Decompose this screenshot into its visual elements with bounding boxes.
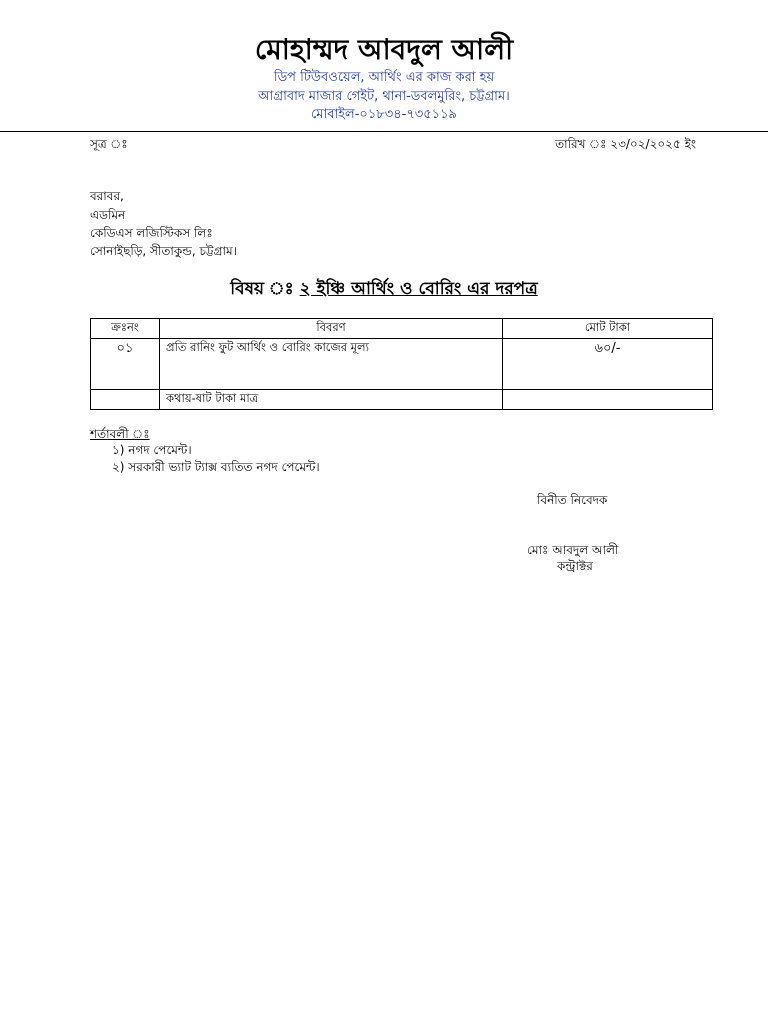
signature-closing: বিনীত নিবেদক: [537, 493, 608, 507]
letter-date: তারিখ ঃ ২৩/০২/২০২৫ ইং: [555, 137, 696, 151]
reference-label: সূত্র ঃ: [90, 137, 128, 151]
header-total-amount: মোট টাকা: [503, 319, 713, 339]
signature-title: কন্ট্রাক্টর: [557, 559, 593, 573]
letterhead-name: মোহাম্মদ আবদুল আলী: [254, 33, 514, 66]
letterhead-services: ডিপ টিউবওয়েল, আর্থিং এর কাজ করা হয়: [273, 70, 495, 85]
quotation-table: [90, 318, 713, 410]
row-amount: ৬০/-: [503, 339, 713, 390]
table-header-row: [91, 319, 713, 339]
terms-item: ১) নগদ পেমেন্ট।: [112, 443, 192, 457]
signature-name: মোঃ আবদুল আলী: [527, 543, 619, 557]
recipient-address: সোনাইছড়ি, সীতাকুন্ড, চট্টগ্রাম।: [90, 244, 237, 258]
letterhead-mobile: মোবাইল-০১৮৩৪-৭৩৫১১৯: [311, 107, 457, 122]
row-description: প্রতি রানিং ফুট আর্থিং ও বোরিং কাজের মূল্য: [160, 339, 503, 390]
header-description: বিবরণ: [160, 319, 503, 339]
header-serial: ক্রঃনং: [91, 319, 160, 339]
amount-in-words: কথায়-ষাট টাকা মাত্র: [160, 390, 503, 410]
row-amount: [503, 390, 713, 410]
row-serial: ০১: [91, 339, 160, 390]
recipient-company: কেডিএস লজিস্টিকস লিঃ: [90, 226, 213, 240]
terms-item: ২) সরকারী ভ্যাট ট্যাক্স ব্যতিত নগদ পেমেন্ট।: [112, 460, 320, 474]
recipient-designation: এডমিন: [90, 208, 126, 222]
subject-line: [0, 276, 768, 304]
terms-heading: শর্তাবলী ঃ: [90, 427, 150, 441]
letterhead-address: আগ্রাবাদ মাজার গেইট, থানা-ডবলমুরিং, চট্টগ্রাম।: [258, 89, 510, 104]
table-row: [91, 339, 713, 390]
row-serial: [91, 390, 160, 410]
subject-text: ২ ইঞ্চি আর্থিং ও বোরিং এর দরপত্র: [299, 279, 538, 299]
recipient-salutation: বরাবর,: [90, 189, 124, 203]
table-row: [91, 390, 713, 410]
header-divider: [0, 131, 768, 132]
subject-label: বিষয় ঃ: [230, 279, 294, 299]
